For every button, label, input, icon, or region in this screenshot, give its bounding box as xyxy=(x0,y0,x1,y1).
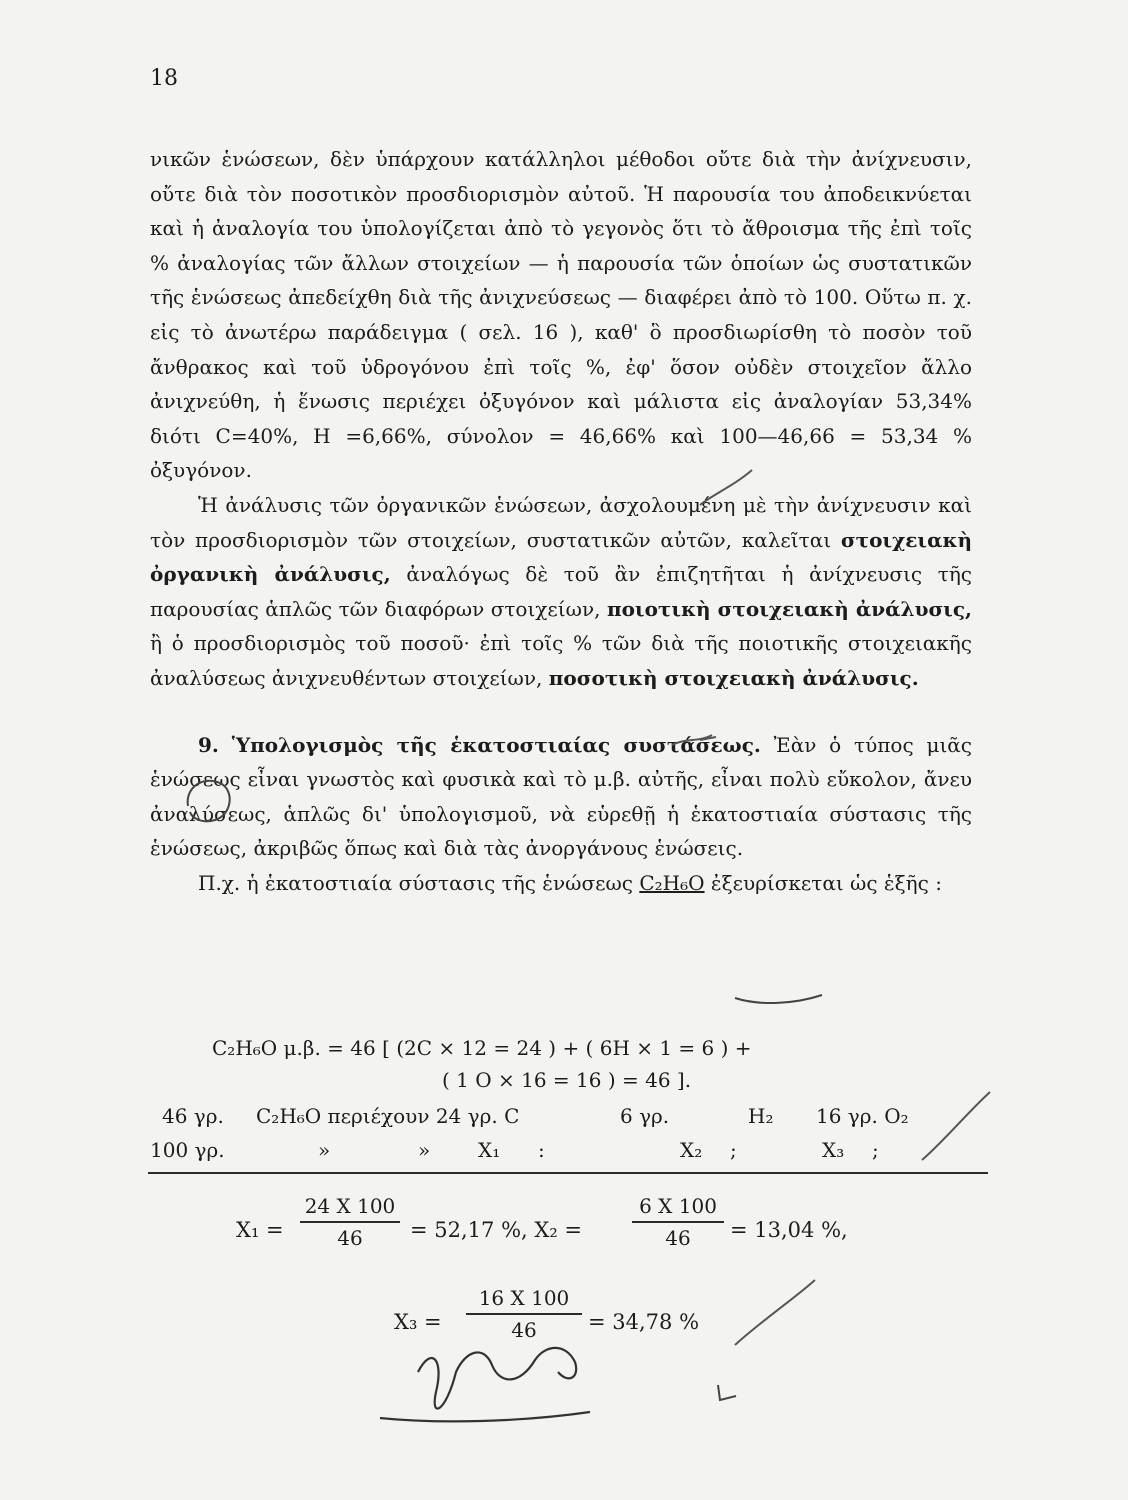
small-mark xyxy=(718,1385,736,1400)
x3-denominator: 46 xyxy=(511,1317,537,1342)
calc-line-1: C₂H₆O μ.β. = 46 [ (2C × 12 = 24 ) + ( 6H × 1 = 6 ) + xyxy=(212,1036,752,1060)
example-formula: C₂H₆O xyxy=(639,870,705,895)
x1-fraction-bar xyxy=(300,1221,400,1223)
row1-col-4: H₂ xyxy=(748,1104,774,1128)
check-mark-4 xyxy=(735,1280,815,1345)
x2-fraction-bar xyxy=(632,1221,724,1223)
formula-swoop xyxy=(735,995,822,1003)
x1-value: = 52,17 %, X₂ = xyxy=(410,1218,583,1242)
proportion-row-1 xyxy=(150,1104,980,1132)
section-body: Ἐὰν ὁ τύπος μιᾶς ἑνώσεως εἶναι γνωστὸς καὶ φυσικὰ καὶ τὸ μ.β. αὐτῆς, εἶναι πολὺ εὔκολον, ἄνευ ἀναλύσεως, ἁπλῶς δι' ὑπολογισμοῦ, νὰ εὑρεθῇ ἡ ἑκατοστιαία σύστασις τῆς ἑνώσεως, ἀκριβῶς ὅπως καὶ διὰ τὰς ἀνοργάνους ἑνώσεις. xyxy=(150,732,972,861)
page-number: 18 xyxy=(150,66,178,91)
x3-fraction-bar xyxy=(466,1313,582,1315)
row2-col-9: ; xyxy=(872,1138,879,1162)
row2-col-4: X₁ xyxy=(478,1138,501,1162)
x2-denominator: 46 xyxy=(665,1225,691,1250)
x3-fraction xyxy=(466,1286,582,1342)
signature-mark xyxy=(380,1348,590,1422)
x3-numerator: 16 X 100 xyxy=(478,1286,570,1310)
x3-value: = 34,78 % xyxy=(588,1310,700,1334)
row2-col-2: » xyxy=(318,1138,331,1162)
example-intro xyxy=(150,866,972,901)
main-text xyxy=(150,142,972,900)
row2-col-7: ; xyxy=(730,1138,737,1162)
term-elemental-analysis: στοιχειακὴ ὀργανικὴ ἀνάλυσις, xyxy=(150,527,972,587)
row2-col-6: X₂ xyxy=(680,1138,703,1162)
calc-line-2: ( 1 O × 16 = 16 ) = 46 ]. xyxy=(442,1068,692,1092)
term-qualitative-analysis: ποιοτικὴ στοιχειακὴ ἀνάλυσις, xyxy=(606,596,973,621)
row2-col-3: » xyxy=(418,1138,431,1162)
divider-rule xyxy=(148,1172,988,1174)
x2-numerator: 6 X 100 xyxy=(639,1194,717,1218)
x2-value: = 13,04 %, xyxy=(730,1218,848,1242)
x1-fraction xyxy=(300,1194,400,1250)
example-text: Π.χ. ἡ ἑκατοστιαία σύστασις τῆς ἑνώσεως xyxy=(198,870,640,895)
example-text-end: ἐξευρίσκεται ὡς ἑξῆς : xyxy=(704,870,942,895)
paragraph-analysis xyxy=(150,488,972,696)
section-title: Ὑπολογισμὸς τῆς ἑκατοστιαίας συστάσεως. xyxy=(231,732,761,757)
row1-col-1: 46 γρ. xyxy=(162,1104,224,1128)
row1-col-5: 16 γρ. O₂ xyxy=(816,1104,909,1128)
x1-denominator: 46 xyxy=(337,1225,363,1250)
row1-col-2: C₂H₆O περιέχουν 24 γρ. C xyxy=(256,1104,520,1128)
proportion-row-2 xyxy=(150,1138,980,1166)
x1-numerator: 24 X 100 xyxy=(304,1194,396,1218)
analysis-text-2: ἀναλόγως δὲ τοῦ ἂν ἐπιζητῆται ἡ ἀνίχνευσις τῆς παρουσίας ἁπλῶς τῶν διαφόρων στοιχείων, xyxy=(150,562,973,621)
row1-col-3: 6 γρ. xyxy=(620,1104,670,1128)
analysis-text-1: Ἡ ἀνάλυσις τῶν ὀργανικῶν ἑνώσεων, ἀσχολουμένη μὲ τὴν ἀνίχνευσιν καὶ τὸν προσδιορισμὸν τῶν στοιχείων, συστατικῶν αὐτῶν, καλεῖται xyxy=(150,492,972,552)
row2-col-8: X₃ xyxy=(822,1138,845,1162)
x2-fraction xyxy=(632,1194,724,1250)
paragraph-oxygen: νικῶν ἑνώσεων, δὲν ὑπάρχουν κατάλληλοι μέθοδοι οὔτε διὰ τὴν ἀνίχνευσιν, οὔτε διὰ τὸν ποσοτικὸν προσδιορισμὸν αὐτοῦ. Ἡ παρουσία του ἀποδεικνύεται καὶ ἡ ἀναλογία του ὑπολογίζεται ἀπὸ τὸ γεγονὸς ὅτι τὸ ἄθροισμα τῆς ἐπὶ τοῖς % ἀναλογίας τῶν ἄλλων στοιχείων — ἡ παρουσία τῶν ὁποίων ὡς συστατικῶν τῆς ἑνώσεως ἀπεδείχθη διὰ τῆς ἀνιχνεύσεως — διαφέρει ἀπὸ τὸ 100. Οὕτω π. χ. εἰς τὸ ἀνωτέρω παράδειγμα ( σελ. 16 ), καθ' ὃ προσδιωρίσθη τὸ ποσὸν τοῦ ἄνθρακος καὶ τοῦ ὑδρογόνου ἐπὶ τοῖς %, ἐφ' ὅσον οὐδὲν στοιχεῖον ἄλλο ἀνιχνεύθη, ἡ ἕνωσις περιέχει ὀξυγόνον καὶ μάλιστα εἰς ἀναλογίαν 53,34% διότι C=40%, H =6,66%, σύνολον = 46,66% καὶ 100—46,66 = 53,34 % ὀξυγόνον. xyxy=(150,147,972,483)
analysis-text-3: ἢ ὁ προσδιορισμὸς τοῦ ποσοῦ· ἐπὶ τοῖς % τῶν διὰ τῆς ποιοτικῆς στοιχειακῆς ἀναλύσεως ἀνιχνευθέντων στοιχείων, xyxy=(150,631,972,690)
section-number: 9. xyxy=(198,732,219,757)
term-quantitative-analysis: ποσοτικὴ στοιχειακὴ ἀνάλυσις. xyxy=(548,665,919,690)
x3-label: X₃ = xyxy=(394,1310,442,1334)
row2-col-1: 100 γρ. xyxy=(150,1138,225,1162)
row2-col-5: : xyxy=(538,1138,545,1162)
x1-label: X₁ = xyxy=(236,1218,284,1242)
section-9 xyxy=(150,728,972,866)
